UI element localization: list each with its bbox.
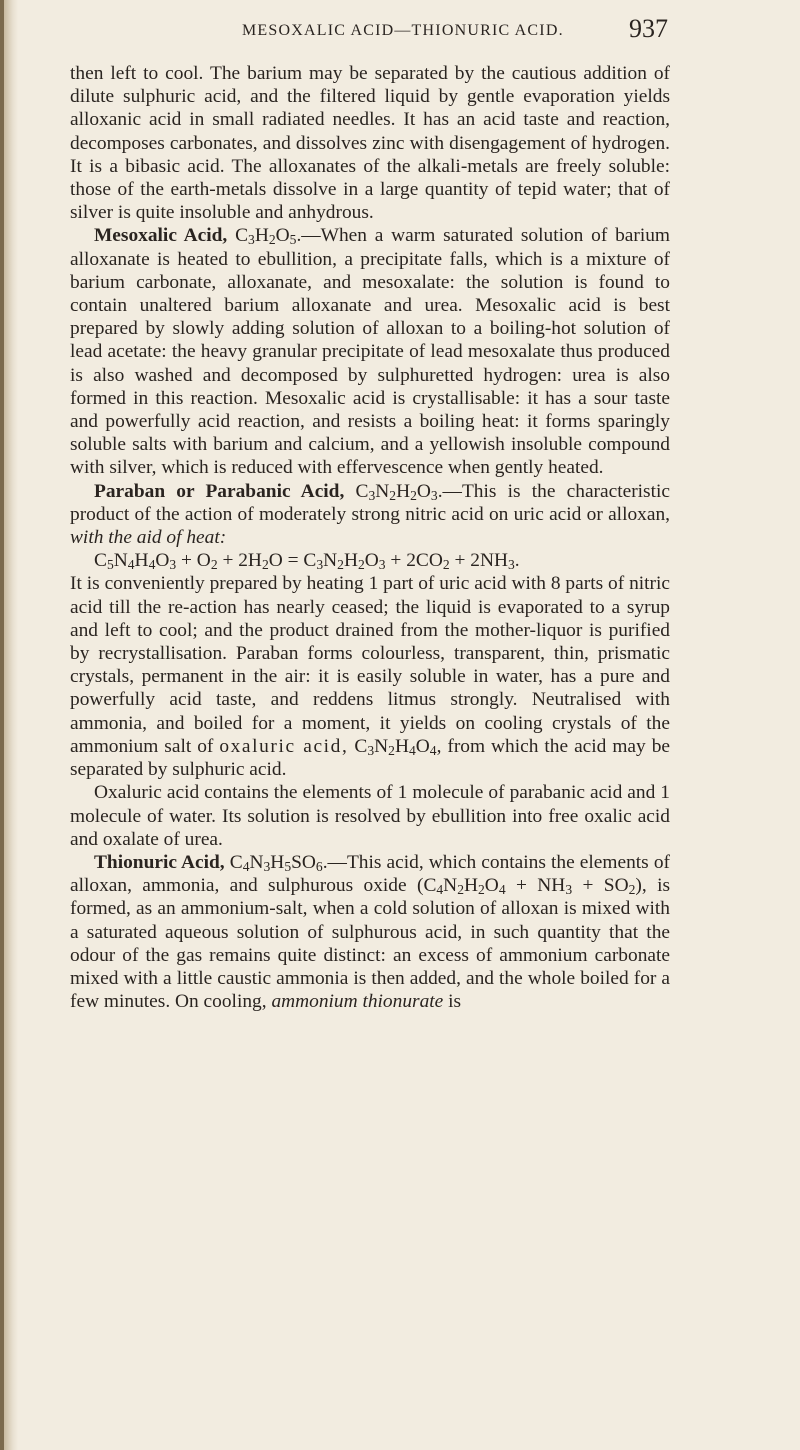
page-binding-edge [0,0,4,1450]
heading-paraban: Paraban or Parabanic Acid, [94,480,345,502]
formula-mesoxalic: $C_3H_2O_5$ [235,225,297,248]
spaced-oxaluric-acid: oxaluric acid, [219,735,349,757]
paragraph-oxaluric: Oxaluric acid contains the elements of 1 molecule of parabanic acid and 1 molecule of water. Its solution is resolved by ebullition into free oxalic acid and oxalate of urea. [70,782,670,850]
paragraph-paraban-preparation: It is conveniently prepared by heating 1 part of uric acid with 8 parts of nitric acid till the re-action has nearly ceased; the liquid is evaporated to a syrup and left to cool; and the product drained from the mother-liquor is purified by recrystallisation. Paraban forms colourless, transparent, thin, prismatic crystals, permanent in the air: it is easily soluble in water, has a pure and powerfully acid taste, and reddens litmus strongly. Neutralised with ammonia, and boiled for a moment, it yields on cooling crystals of the ammonium salt of oxaluric acid, $C_3N_2H_4O_4$, from which the acid may be separated by sulphuric acid. [70,573,671,781]
formula-oxaluric: $C_3N_2H_4O_4$ [354,735,437,758]
italic-ammonium-thionurate: ammonium thionurate [271,991,444,1013]
heading-mesoxalic-acid: Mesoxalic Acid, [94,225,228,247]
page-header [120,14,668,52]
page-body [70,62,670,1013]
page-number: 937 [629,14,668,43]
heading-thionuric-acid: Thionuric Acid, [94,851,225,873]
paragraph-alloxanic-continued: then left to cool. The barium may be separated by the cautious addition of dilute sulphuric acid, and the filtered liquid by gentle evaporation yields alloxanic acid in small radiated needles. It has an acid taste and reaction, decomposes carbonates, and dissolves zinc with disengagement of hydrogen. It is a bibasic acid. The alloxanates of the alkali-metals are freely soluble: those of the earth-metals dissolve in a large quantity of tepid water; that of silver is quite insoluble and anhydrous. [70,63,670,224]
paragraph-thionuric-acid: Thionuric Acid, $C_4N_3H_5SO_6.—This$ acid, which contains the elements of alloxan, ammonia, and sulphurous oxide $(C_4N_2H_2O_4 + NH_3 + SO_2)$, is formed, as an ammonium-salt, when a cold solution of alloxan is mixed with a saturated aqueous solution of sulphurous acid, in such quantity that the odour of the gas remains quite distinct: an excess of ammonium carbonate mixed with a little caustic ammonia is then added, and the whole boiled for a few minutes. On cooling, ammonium thionurate is [70,851,671,1013]
chemical-equation: $C_5N_4H_4O_3 + O_2 + 2H_2O = C_3N_2H_2O_3 + 2CO_2 + 2NH_3$. [94,550,520,573]
paragraph-paraban: Paraban or Parabanic Acid, $C_3N_2H_2O_3.—This$ is the characteristic product of the action of moderately strong nitric acid on uric acid or alloxan, with the aid of heat: [70,480,670,549]
formula-paraban: $C_3N_2H_2O_3$ [355,480,438,503]
running-head: MESOXALIC ACID—THIONURIC ACID. [242,22,564,39]
formula-thionuric: $C_4N_3H_5SO_6$ [229,851,323,874]
italic-with-aid-of-heat: with the aid of heat: [70,527,227,549]
paragraph-mesoxalic-acid: Mesoxalic Acid, $C_3H_2O_5.—When$ a warm saturated solution of barium alloxanate is heated to ebullition, a precipitate falls, which is a mixture of barium carbonate, alloxanate, and mesoxalate: the solution is found to contain unaltered barium alloxanate and urea. Mesoxalic acid is best prepared by slowly adding solution of alloxan to a boiling-hot solution of lead acetate: the heavy granular precipitate of lead mesoxalate thus produced is also washed and decomposed by sulphuretted hydrogen: urea is also formed in this reaction. Mesoxalic acid is crystallisable: it has a sour taste and powerfully acid reaction, and resists a boiling heat: it forms sparingly soluble salts with barium and calcium, and a yellowish insoluble compound with silver, which is reduced with effervescence when gently heated. [70,225,671,479]
